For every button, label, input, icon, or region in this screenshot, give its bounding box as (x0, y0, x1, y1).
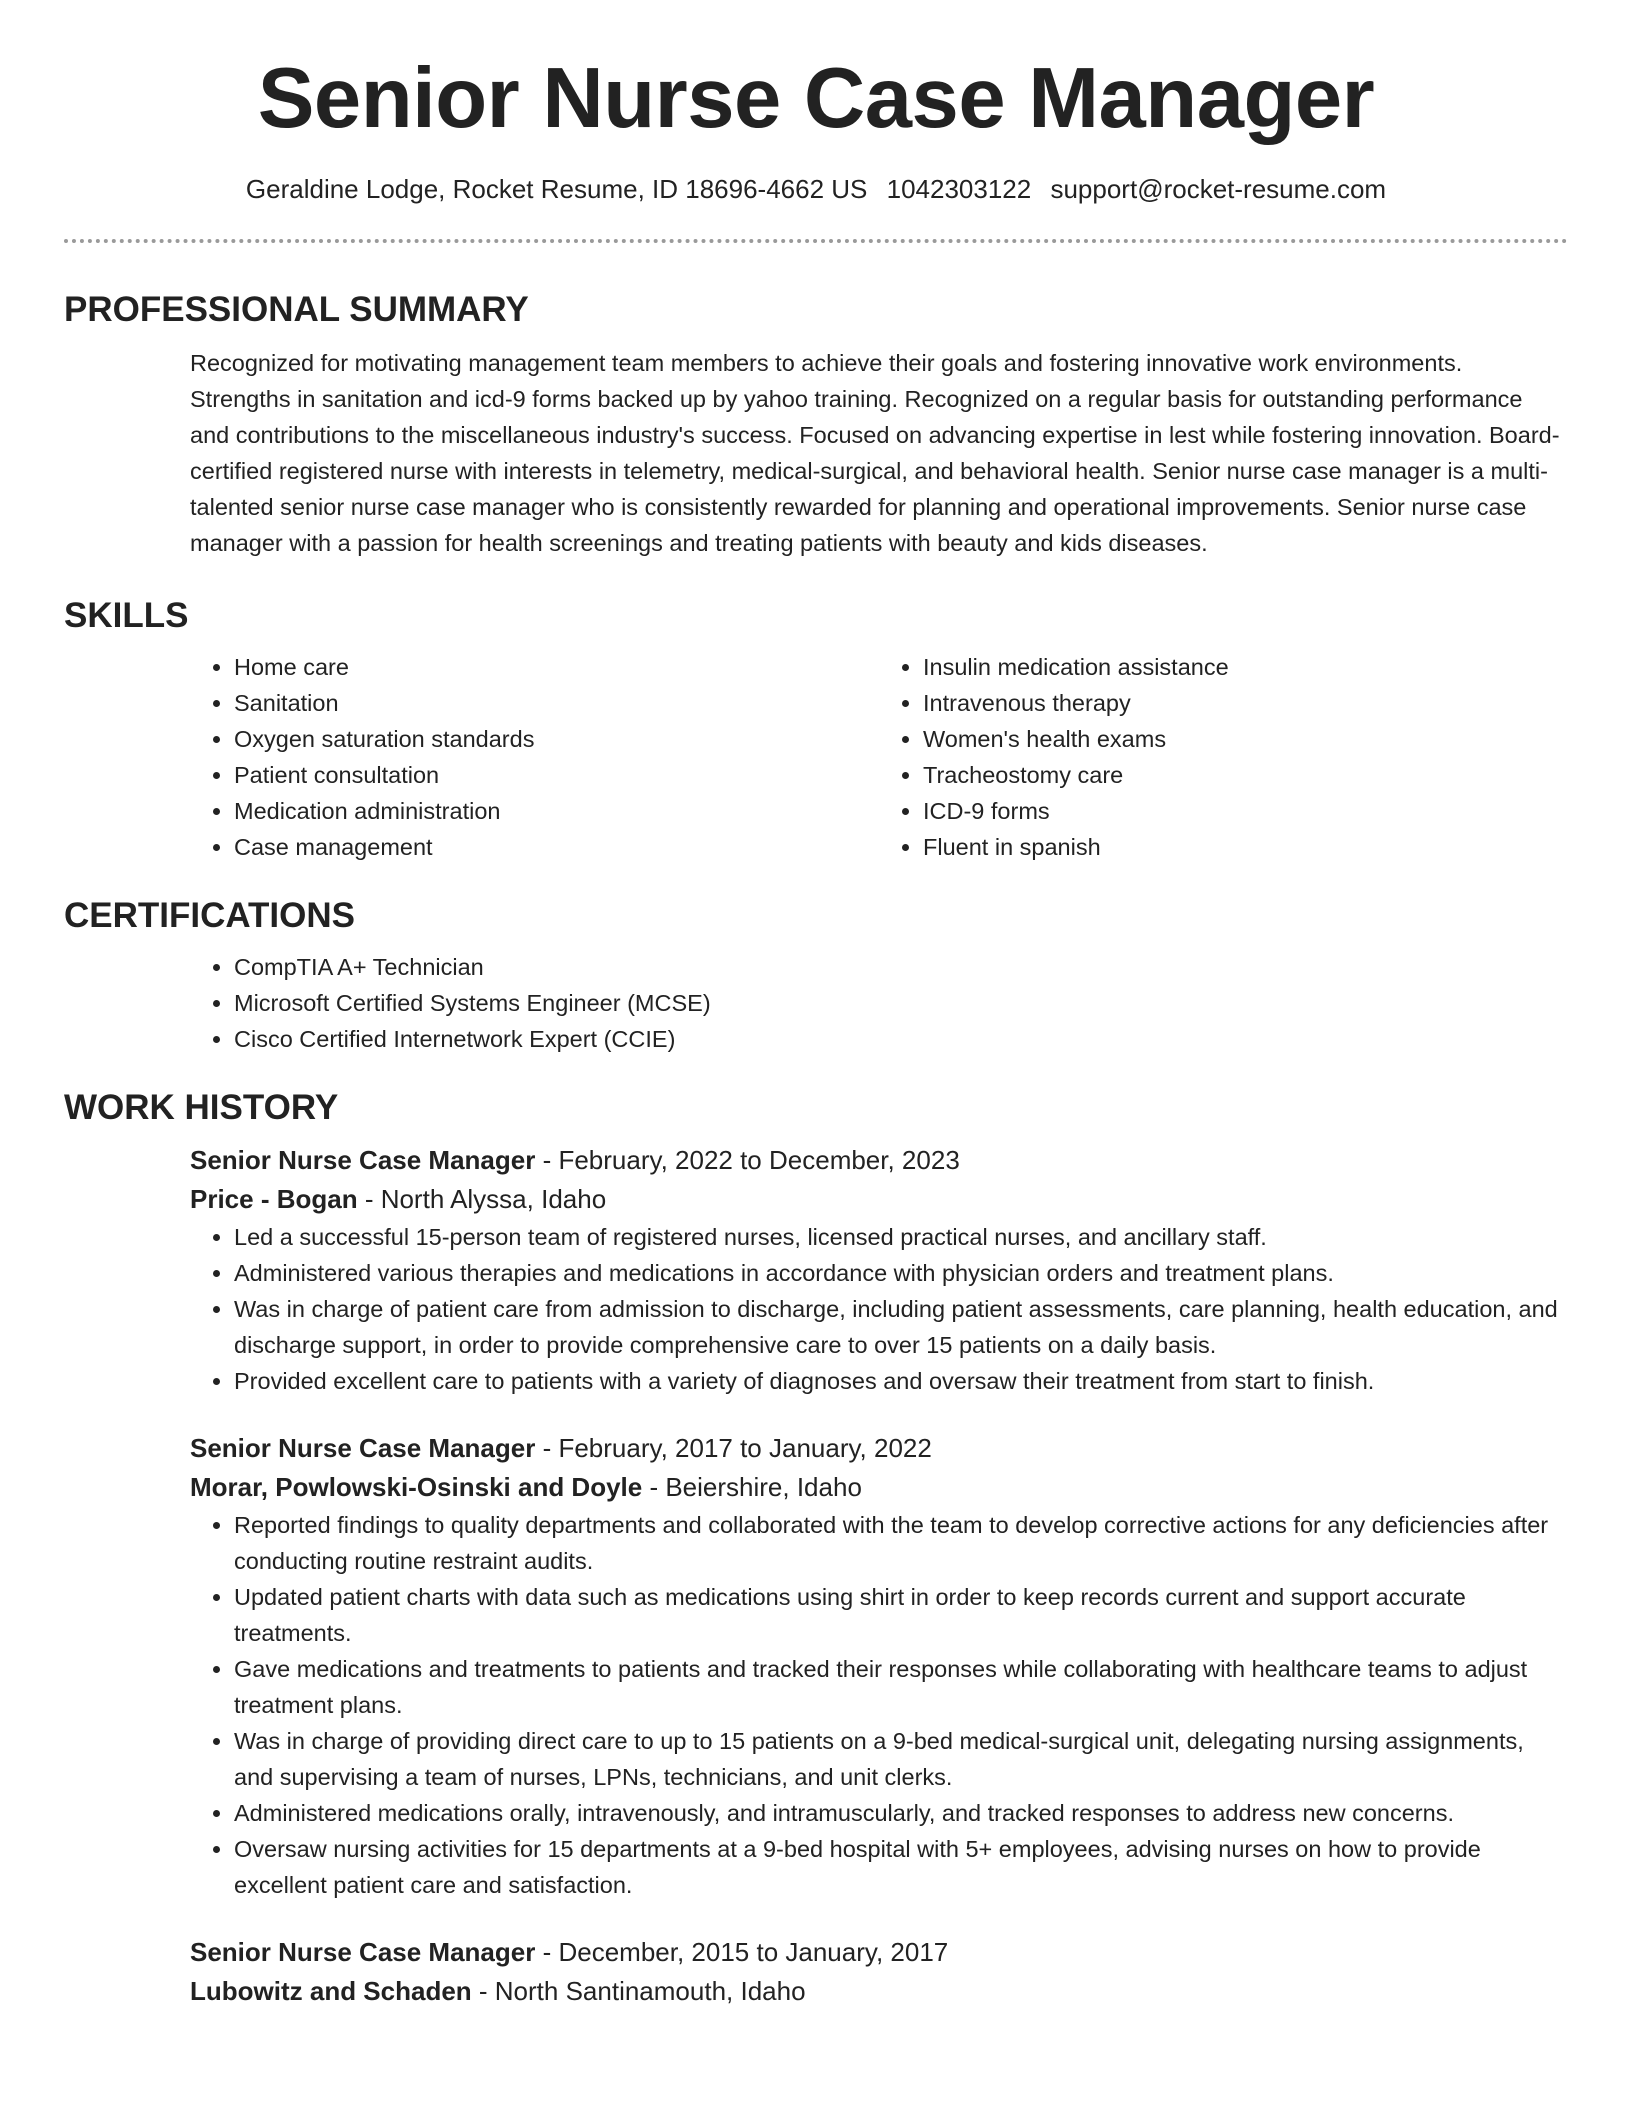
skill-item: • Sanitation (234, 685, 879, 721)
job-entry (190, 1429, 1568, 1903)
job-dates: - December, 2015 to January, 2017 (535, 1936, 949, 1967)
job-title-line (190, 1933, 1568, 1972)
skill-item: • Oxygen saturation standards (234, 721, 879, 757)
skill-item: • ICD-9 forms (923, 793, 1568, 829)
job-location: - Beiershire, Idaho (642, 1471, 862, 1502)
job-duty: • Administered medications orally, intravenously, and intramuscularly, and tracked responses to address new concerns. (234, 1795, 1568, 1831)
certification-item: • CompTIA A+ Technician (234, 949, 1568, 985)
job-company-line (190, 1468, 1568, 1507)
job-duties-list (190, 1507, 1568, 1903)
job-duty: • Was in charge of providing direct care to up to 15 patients on a 9-bed medical-surgical unit, delegating nursing assignments, and supervising a team of nurses, LPNs, technicians, and unit clerks. (234, 1723, 1568, 1795)
job-company-line (190, 1180, 1568, 1219)
job-company: Morar, Powlowski-Osinski and Doyle (190, 1471, 643, 1502)
certifications-list (190, 949, 1568, 1057)
job-duties-list (190, 1219, 1568, 1399)
work-history-section (64, 1087, 1568, 2011)
skill-item: • Patient consultation (234, 757, 879, 793)
job-entry (190, 1933, 1568, 2011)
job-duty: • Reported findings to quality departments and collaborated with the team to develop corrective actions for any deficiencies after conducting routine restraint audits. (234, 1507, 1568, 1579)
skill-item: • Women's health exams (923, 721, 1568, 757)
job-duty: • Was in charge of patient care from admission to discharge, including patient assessments, care planning, health education, and discharge support, in order to provide comprehensive care to over 15 patients on a daily basis. (234, 1291, 1568, 1363)
job-company-line (190, 1972, 1568, 2011)
page-title: Senior Nurse Case Manager (257, 51, 1375, 146)
skill-item: • Insulin medication assistance (923, 649, 1568, 685)
section-heading-certifications: CERTIFICATIONS (64, 895, 356, 935)
section-heading-skills: SKILLS (64, 595, 189, 635)
summary-section (64, 289, 1568, 561)
contact-email: support@rocket-resume.com (1050, 173, 1387, 204)
skill-item: • Intravenous therapy (923, 685, 1568, 721)
job-dates: - February, 2017 to January, 2022 (535, 1432, 932, 1463)
skills-grid (190, 649, 1568, 865)
skills-section (64, 595, 1568, 865)
job-duty: • Updated patient charts with data such as medications using shirt in order to keep records current and support accurate treatments. (234, 1579, 1568, 1651)
skills-list-left (190, 649, 879, 865)
job-title-line (190, 1429, 1568, 1468)
job-location: - North Santinamouth, Idaho (471, 1975, 806, 2006)
header-divider (64, 239, 1568, 243)
job-duty: • Gave medications and treatments to patients and tracked their responses while collaborating with healthcare teams to adjust treatment plans. (234, 1651, 1568, 1723)
section-heading-work-history: WORK HISTORY (64, 1087, 339, 1127)
job-duty: • Administered various therapies and medications in accordance with physician orders and treatment plans. (234, 1255, 1568, 1291)
skill-item: • Case management (234, 829, 879, 865)
skill-item: • Home care (234, 649, 879, 685)
summary-text: Recognized for motivating management team members to achieve their goals and fostering innovative work environments. Strengths in sanitation and icd-9 forms backed up by yahoo training. Recognized on a regular basis for outstanding performance and contributions to the miscellaneous industry's success. Focused on advancing expertise in lest while fostering innovation. Board-certified registered nurse with interests in telemetry, medical-surgical, and behavioral health. Senior nurse case manager is a multi-talented senior nurse case manager who is consistently rewarded for planning and operational improvements. Senior nurse case manager with a passion for health screenings and treating patients with beauty and kids diseases. (190, 349, 1560, 556)
job-title: Senior Nurse Case Manager (190, 1144, 536, 1175)
job-dates: - February, 2022 to December, 2023 (535, 1144, 960, 1175)
certification-item: • Microsoft Certified Systems Engineer (MCSE) (234, 985, 1568, 1021)
contact-phone: 1042303122 (886, 173, 1032, 204)
section-heading-summary: PROFESSIONAL SUMMARY (64, 289, 529, 329)
certifications-section (64, 895, 1568, 1057)
skill-item: • Medication administration (234, 793, 879, 829)
job-entry (190, 1141, 1568, 1399)
job-company: Lubowitz and Schaden (190, 1975, 472, 2006)
job-duty: • Led a successful 15-person team of registered nurses, licensed practical nurses, and ancillary staff. (234, 1219, 1568, 1255)
job-company: Price - Bogan (190, 1183, 358, 1214)
skills-list-right (879, 649, 1568, 865)
job-title: Senior Nurse Case Manager (190, 1936, 536, 1967)
job-title-line (190, 1141, 1568, 1180)
contact-line (0, 174, 1632, 205)
contact-address: Geraldine Lodge, Rocket Resume, ID 18696-4662 US (245, 173, 868, 204)
job-title: Senior Nurse Case Manager (190, 1432, 536, 1463)
job-location: - North Alyssa, Idaho (357, 1183, 607, 1214)
skill-item: • Fluent in spanish (923, 829, 1568, 865)
resume-header (0, 0, 1632, 205)
job-duty: • Provided excellent care to patients with a variety of diagnoses and oversaw their treatment from start to finish. (234, 1363, 1568, 1399)
job-duty: • Oversaw nursing activities for 15 departments at a 9-bed hospital with 5+ employees, advising nurses on how to provide excellent patient care and satisfaction. (234, 1831, 1568, 1903)
skill-item: • Tracheostomy care (923, 757, 1568, 793)
certification-item: • Cisco Certified Internetwork Expert (CCIE) (234, 1021, 1568, 1057)
